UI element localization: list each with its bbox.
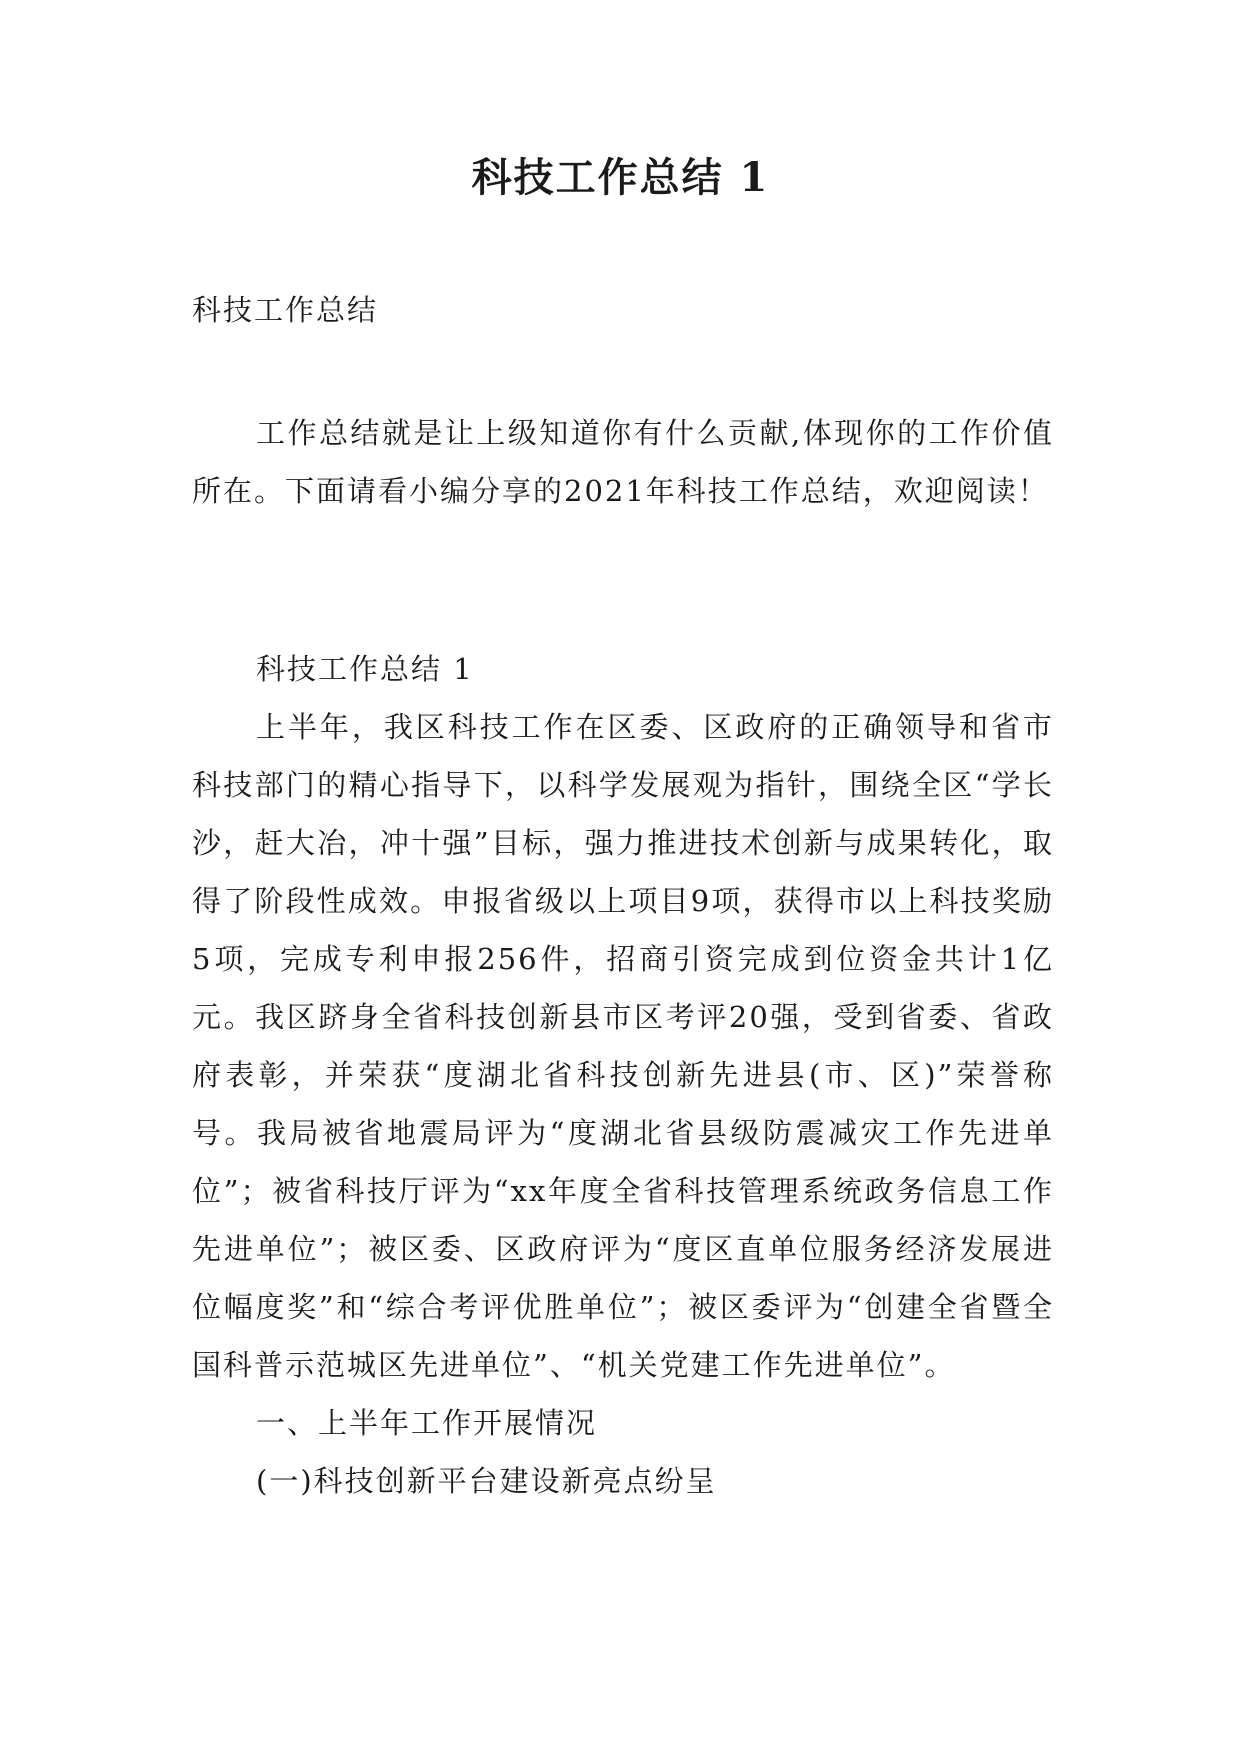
section-heading: 科技工作总结 1 — [256, 652, 474, 686]
intro-paragraph: 工作总结就是让上级知道你有什么贡献,体现你的工作价值所在。下面请看小编分享的2021年科技工作总结，欢迎阅读！ — [192, 416, 1054, 508]
document-title: 科技工作总结 1 — [471, 154, 770, 201]
body-paragraph: 上半年，我区科技工作在区委、区政府的正确领导和省市科技部门的精心指导下，以科学发展观为指针，围绕全区“学长沙，赶大冶，冲十强”目标，强力推进技术创新与成果转化，取得了阶段性成效。申报省级以上项目9项，获得市以上科技奖励5项，完成专利申报256件，招商引资完成到位资金共计1亿元。我区跻身全省科技创新县市区考评20强，受到省委、省政府表彰，并荣获“度湖北省科技创新先进县(市、区)”荣誉称号。我局被省地震局评为“度湖北省县级防震减灾工作先进单位”；被省科技厅评为“xx年度全省科技管理系统政务信息工作先进单位”；被区委、区政府评为“度区直单位服务经济发展进位幅度奖”和“综合考评优胜单位”；被区委评为“创建全省暨全国科普示范城区先进单位”、“机关党建工作先进单位”。 — [192, 710, 1054, 1382]
section-body — [192, 640, 1054, 1510]
heading-level-1: 一、上半年工作开展情况 — [256, 1406, 598, 1440]
document-subtitle: 科技工作总结 — [192, 293, 379, 327]
heading-level-2: (一)科技创新平台建设新亮点纷呈 — [256, 1464, 717, 1498]
